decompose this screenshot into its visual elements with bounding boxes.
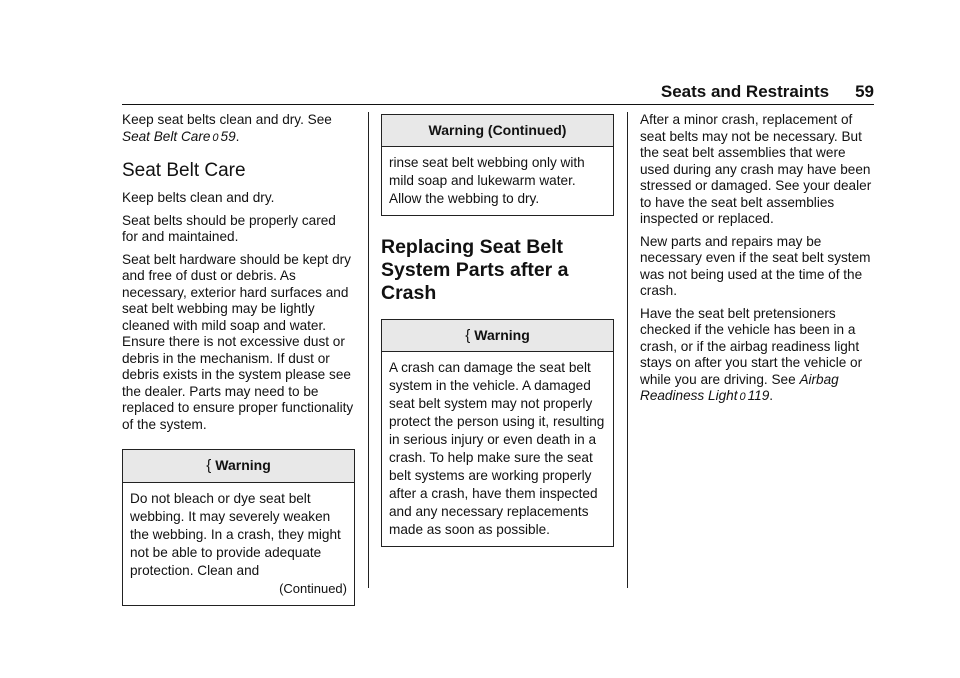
- paragraph-3: Seat belt hardware should be kept dry and free of dust or debris. As necessary, exterior hard surfaces and seat belt webbing may be lightly cleaned with mild soap and water. Ensure there is not excessive dust or debris in the mechanism. If dust or debris exists in the system please see the dealer. Parts may need to be replaced to ensure proper functionality of the system.: [122, 251, 354, 432]
- warning-continued-box: [381, 114, 614, 216]
- crash-warning-title: Warning: [474, 326, 530, 343]
- page-header: [661, 82, 874, 102]
- continued-label: (Continued): [279, 580, 347, 596]
- paragraph-new-parts: New parts and repairs may be necessary even if the seat belt system was not being used at the time of the crash.: [640, 233, 871, 298]
- crash-warning-header: [382, 320, 613, 353]
- warning-icon: {: [206, 457, 212, 474]
- seat-belt-care-page: 59: [220, 128, 236, 144]
- warning-header: [123, 450, 354, 483]
- pretensioners-text: Have the seat belt pretensioners checked if the vehicle has been in a crash, or if the airbag readiness light stays on after you start the vehicle or while you are driving. See: [640, 305, 863, 387]
- warning-body: [123, 483, 354, 605]
- column-divider-1: [368, 112, 369, 588]
- warning-continued-body: rinse seat belt webbing only with mild soap and lukewarm water. Allow the webbing to dry.: [389, 154, 585, 206]
- intro-text: Keep seat belts clean and dry. See: [122, 112, 332, 127]
- crash-warning-body: A crash can damage the seat belt system in the vehicle. A damaged seat belt system may not properly protect the person using it, resulting in serious injury or even death in a crash. To help make sure the seat belt systems are working properly after a crash, have them inspected and any necessary replacements made as soon as possible.: [389, 360, 605, 537]
- column-divider-2: [627, 112, 628, 588]
- warning-text: Do not bleach or dye seat belt webbing. It may severely weaken the webbing. In a crash, they might not be able to provide adequate protection. Clean and: [130, 490, 341, 578]
- pretensioners-period: .: [769, 388, 774, 403]
- replacing-parts-heading: Replacing Seat Belt System Parts after a Crash: [381, 235, 569, 304]
- seat-belt-care-heading: Seat Belt Care: [122, 160, 246, 181]
- paragraph-1: Keep belts clean and dry.: [122, 190, 275, 205]
- warning-continued-header: Warning (Continued): [382, 115, 613, 147]
- crash-warning-box: [381, 319, 614, 548]
- intro-period: .: [235, 128, 240, 144]
- seat-belt-care-link-text: Seat Belt Care: [122, 128, 211, 144]
- paragraph-minor-crash: After a minor crash, replacement of seat belts may not be necessary. But the seat belt assemblies that were used during any crash may have been stressed or damaged. See your dealer to have the seat belt assemblies inspected or replaced.: [640, 112, 872, 226]
- column-3: [640, 112, 878, 412]
- airbag-readiness-link-text: Airbag Readiness Light: [640, 371, 839, 403]
- header-rule: [122, 104, 874, 105]
- page-ref-arrow-icon: 0: [212, 131, 219, 144]
- column-2: [381, 114, 614, 547]
- airbag-readiness-page: 119: [747, 388, 770, 403]
- warning-title: Warning: [215, 457, 271, 473]
- page-ref-arrow-icon: 0: [739, 391, 746, 403]
- seat-belt-care-link[interactable]: [122, 129, 236, 144]
- section-title: Seats and Restraints: [660, 82, 830, 101]
- intro-paragraph: [122, 112, 355, 146]
- warning-box: [122, 449, 355, 606]
- warning-icon: {: [465, 326, 471, 344]
- paragraph-pretensioners: [640, 306, 878, 406]
- paragraph-2: Seat belts should be properly cared for and maintained.: [122, 212, 336, 244]
- page-number: 59: [855, 82, 874, 101]
- column-1: [122, 112, 355, 606]
